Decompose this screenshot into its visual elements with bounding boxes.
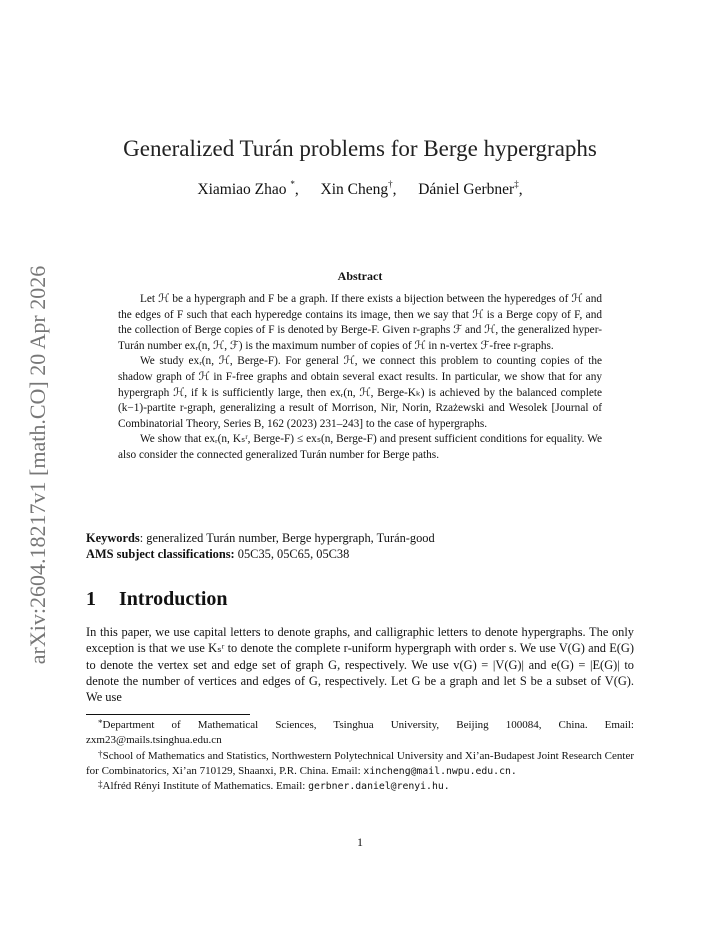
- abstract-body: [118, 292, 602, 464]
- footnote: [86, 749, 634, 780]
- footnote-email: gerbner.daniel@renyi.hu.: [308, 781, 450, 793]
- author-affiliation-mark: *: [290, 179, 295, 189]
- page-number: 1: [357, 835, 363, 849]
- section-heading: [86, 588, 228, 611]
- keywords-block: [86, 530, 646, 562]
- footnote-email: xincheng@mail.nwpu.edu.cn.: [363, 765, 517, 777]
- abstract-paragraph: We show that exᵣ(n, Kₛʳ, Berge-F) ≤ exₛ(n, Berge-F) and present sufficient conditions for equality. We also consider the connected generalized Turán number for Berge paths.: [118, 433, 602, 461]
- keywords-line: [86, 530, 646, 546]
- author-list: Xiamiao Zhao *, Xin Cheng†, Dániel Gerbner‡,: [197, 179, 523, 198]
- footnote: [86, 779, 634, 794]
- footnote-mark: †: [98, 748, 103, 759]
- keywords-text: : generalized Turán number, Berge hypergraph, Turán-good: [139, 531, 435, 545]
- footnote-mark: ‡: [98, 779, 103, 790]
- introduction-paragraph: In this paper, we use capital letters to denote graphs, and calligraphic letters to denote hypergraphs. The only exception is that we use Kₛʳ to denote the complete r-uniform hypergraph with order s. We use V(G) and E(G) to denote the vertex set and edge set of graph G, respectively. We use v(G) = |V(G)| and e(G) = |E(G)| to denote the number of vertices and edges of G, respectively. Let G be a graph and let S be a subset of V(G). We use: [86, 625, 634, 705]
- arxiv-sidebar-stamp: [18, 245, 58, 685]
- footnote-text: Department of Mathematical Sciences, Tsinghua University, Beijing 100084, China. Email: zxm23@mails.tsinghua.edu.cn: [86, 719, 634, 747]
- footnotes: [86, 718, 634, 794]
- footnote: [86, 718, 634, 749]
- section-number: 1: [86, 588, 96, 610]
- author-name: Xin Cheng: [320, 181, 389, 198]
- footnote-text: Alfréd Rényi Institute of Mathematics. Email:: [102, 780, 309, 793]
- author-affiliation-mark: †: [388, 179, 393, 189]
- author-name: Xiamiao Zhao: [197, 181, 291, 198]
- paper-title: Generalized Turán problems for Berge hypergraphs: [123, 136, 597, 161]
- arxiv-identifier: arXiv:2604.18217v1 [math.CO] 20 Apr 2026: [25, 265, 50, 665]
- ams-label: AMS subject classifications:: [86, 547, 235, 561]
- abstract-paragraph: Let ℋ be a hypergraph and F be a graph. If there exists a bijection between the hyperedges of ℋ and the edges of F such that each hyperedge contains its image, then we say that ℋ is a Berge copy of F, and the collection of Berge copies of F is denoted by Berge-F. Given r-graphs ℱ and ℋ, the generalized hyper-Turán number exᵣ(n, ℋ, ℱ) is the maximum number of copies of ℋ in n-vertex ℱ-free r-graphs.: [118, 293, 602, 352]
- footnote-rule: [86, 714, 250, 715]
- footnote-mark: *: [98, 718, 103, 728]
- ams-codes: 05C35, 05C65, 05C38: [234, 547, 350, 561]
- keywords-label: Keywords: [86, 531, 140, 545]
- ams-line: [86, 546, 646, 562]
- abstract-heading: Abstract: [337, 269, 383, 283]
- abstract-paragraph: We study exᵣ(n, ℋ, Berge-F). For general ℋ, we connect this problem to counting copies of the shadow graph of ℋ in F-free graphs and obtain several exact results. In particular, we show that for any hypergraph ℋ, if k is sufficiently large, then exᵣ(n, ℋ, Berge-Kₖ) is achieved by the balanced complete (k−1)-partite r-graph, generalizing a result of Morrison, Nir, Norin, Rzażewski and Wesolek [Journal of Combinatorial Theory, Series B, 162 (2023) 231–243] to the case of hypergraphs.: [118, 355, 602, 430]
- author-affiliation-mark: ‡: [514, 179, 519, 189]
- author-name: Dániel Gerbner: [418, 181, 515, 198]
- section-title: Introduction: [119, 588, 228, 610]
- footnote-text: School of Mathematics and Statistics, Northwestern Polytechnical University and Xi’an-Budapest Joint Research Center for Combinatorics, Xi’an 710129, Shaanxi, P.R. China. Email:: [86, 749, 634, 777]
